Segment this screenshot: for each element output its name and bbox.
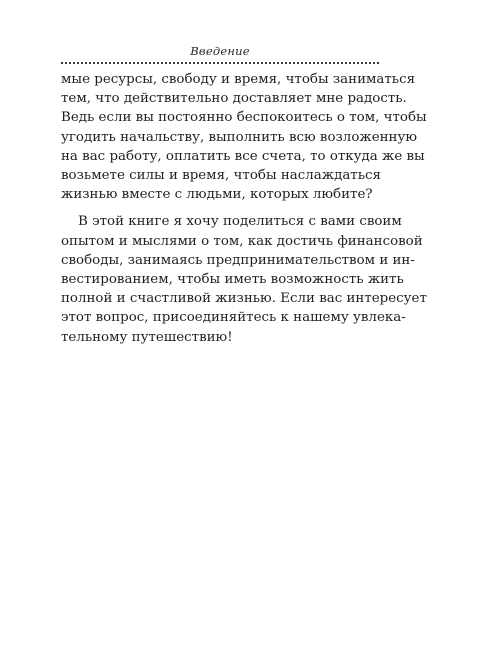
- text-line: полной и счастливой жизнью. Если вас интересует: [61, 291, 427, 307]
- text-line: жизнью вместе с людьми, которых любите?: [61, 187, 373, 203]
- text-line: Ведь если вы постоянно беспокоитесь о том, чтобы: [61, 110, 427, 126]
- text-line: на вас работу, оплатить все счета, то откуда же вы: [61, 148, 425, 164]
- text-line: тельному путешествию!: [61, 329, 233, 345]
- text-line: возьмете силы и время, чтобы наслаждаться: [61, 168, 381, 184]
- paragraph-2: [61, 212, 427, 346]
- text-line: вестированием, чтобы иметь возможность жить: [61, 272, 404, 288]
- book-page: [61, 44, 427, 347]
- text-line: В этой книге я хочу поделиться с вами своим: [78, 214, 402, 230]
- text-line: этот вопрос, присоединяйтесь к нашему увлека-: [61, 310, 406, 326]
- text-line: угодить начальству, выполнить всю возложенную: [61, 129, 418, 145]
- body-text: [61, 70, 427, 347]
- text-line: мые ресурсы, свободу и время, чтобы заниматься: [61, 72, 416, 87]
- text-line: опытом и мыслями о том, как достичь финансовой: [61, 233, 423, 249]
- paragraph-1: [61, 70, 427, 204]
- running-head: Введение: [190, 44, 250, 58]
- paragraph-gap: [61, 204, 379, 212]
- text-line: свободы, занимаясь предпринимательством и ин-: [61, 252, 415, 268]
- text-line: тем, что действительно доставляет мне радость.: [61, 91, 407, 107]
- header-dotted-rule: [61, 62, 379, 64]
